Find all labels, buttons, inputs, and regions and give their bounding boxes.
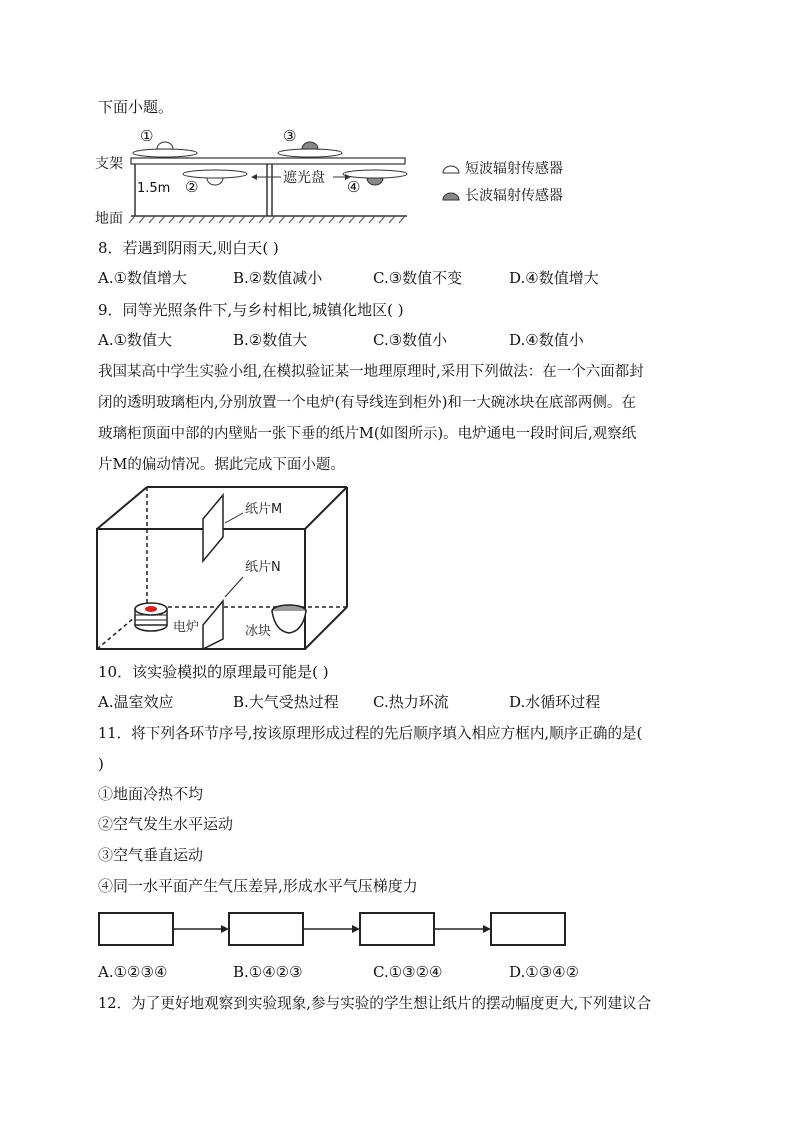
q8-option-b[interactable]: B.②数值减小 <box>233 269 323 287</box>
sequence-box-1 <box>99 913 173 945</box>
q10-option-a[interactable]: A.温室效应 <box>98 693 174 711</box>
q9-option-a[interactable]: A.①数值大 <box>98 331 173 349</box>
label-height: 1.5m <box>137 181 171 196</box>
label-ice: 冰块 <box>245 624 272 639</box>
q11-option-c[interactable]: C.①③②④ <box>373 963 443 981</box>
sequence-box-3 <box>360 913 434 945</box>
q8-option-d[interactable]: D.④数值增大 <box>509 269 599 287</box>
q9-stem: 9．同等光照条件下,与乡村相比,城镇化地区( ) <box>98 301 404 319</box>
q9-option-b[interactable]: B.②数值大 <box>233 331 308 349</box>
cabinet-figure <box>95 485 355 655</box>
label-circle4: ④ <box>347 178 361 196</box>
q11-item-2: ②空气发生水平运动 <box>98 815 234 833</box>
q10-stem: 10．该实验模拟的原理最可能是( ) <box>98 663 329 681</box>
q8-stem: 8．若遇到阴雨天,则白天( ) <box>98 239 279 257</box>
legend-short-icon <box>443 166 459 173</box>
sequence-box-4 <box>491 913 565 945</box>
arrow-icon <box>483 925 491 933</box>
label-circle1: ① <box>140 127 154 145</box>
label-circle2: ② <box>185 178 199 196</box>
q10-option-c[interactable]: C.热力环流 <box>373 693 449 711</box>
support-bar <box>131 158 405 164</box>
ice-bowl-icon <box>272 605 306 633</box>
q8-option-c[interactable]: C.③数值不变 <box>373 269 463 287</box>
q9-option-c[interactable]: C.③数值小 <box>373 331 448 349</box>
sequence-box-2 <box>229 913 303 945</box>
q12-stem: 12．为了更好地观察到实验现象,参与实验的学生想让纸片的摆动幅度更大,下列建议合 <box>98 995 652 1012</box>
q11-option-d[interactable]: D.①③④② <box>509 963 580 981</box>
label-ground: 地面 <box>95 211 123 227</box>
label-circle3: ③ <box>283 127 297 145</box>
label-stove: 电炉 <box>173 620 200 635</box>
legend-short-label: 短波辐射传感器 <box>465 161 563 177</box>
passage-line-2: 闭的透明玻璃柜内,分别放置一个电炉(有导线连到柜外)和一大碗冰块在底部两侧。在 <box>98 395 636 411</box>
label-support: 支架 <box>95 156 123 172</box>
sequence-boxes <box>97 911 569 947</box>
q11-item-3: ③空气垂直运动 <box>98 846 204 864</box>
q11-option-a[interactable]: A.①②③④ <box>98 963 168 981</box>
electric-stove-icon <box>135 603 167 631</box>
passage-line-1: 我国某高中学生实验小组,在模拟验证某一地理原理时,采用下列做法：在一个六面都封 <box>98 364 644 380</box>
arrow-icon <box>352 925 360 933</box>
sensor-figure <box>95 124 595 228</box>
legend-long-label: 长波辐射传感器 <box>465 188 563 204</box>
q9-option-d[interactable]: D.④数值小 <box>509 331 584 349</box>
q8-option-a[interactable]: A.①数值增大 <box>98 269 188 287</box>
passage-line-3: 玻璃柜顶面中部的内壁贴一张下垂的纸片M(如图所示)。电炉通电一段时间后,观察纸 <box>98 426 637 442</box>
intro-tail: 下面小题。 <box>98 98 174 116</box>
label-shade: 遮光盘 <box>283 170 325 186</box>
paper-n <box>203 601 223 649</box>
arrow-icon <box>221 925 229 933</box>
label-paper-m: 纸片M <box>245 502 283 517</box>
q10-option-d[interactable]: D.水循环过程 <box>509 693 601 711</box>
passage-line-4: 片M的偏动情况。据此完成下面小题。 <box>98 457 345 473</box>
q11-stem: 11．将下列各环节序号,按该原理形成过程的先后顺序填入相应方框内,顺序正确的是( <box>98 725 643 742</box>
q11-stem-end: ) <box>98 755 104 773</box>
q11-item-1: ①地面冷热不均 <box>98 785 204 803</box>
legend-long-icon <box>443 193 459 200</box>
paper-m <box>203 495 223 561</box>
q11-item-4: ④同一水平面产生气压差异,形成水平气压梯度力 <box>98 877 418 895</box>
q11-option-b[interactable]: B.①④②③ <box>233 963 303 981</box>
label-paper-n: 纸片N <box>245 560 281 575</box>
q10-option-b[interactable]: B.大气受热过程 <box>233 693 339 711</box>
